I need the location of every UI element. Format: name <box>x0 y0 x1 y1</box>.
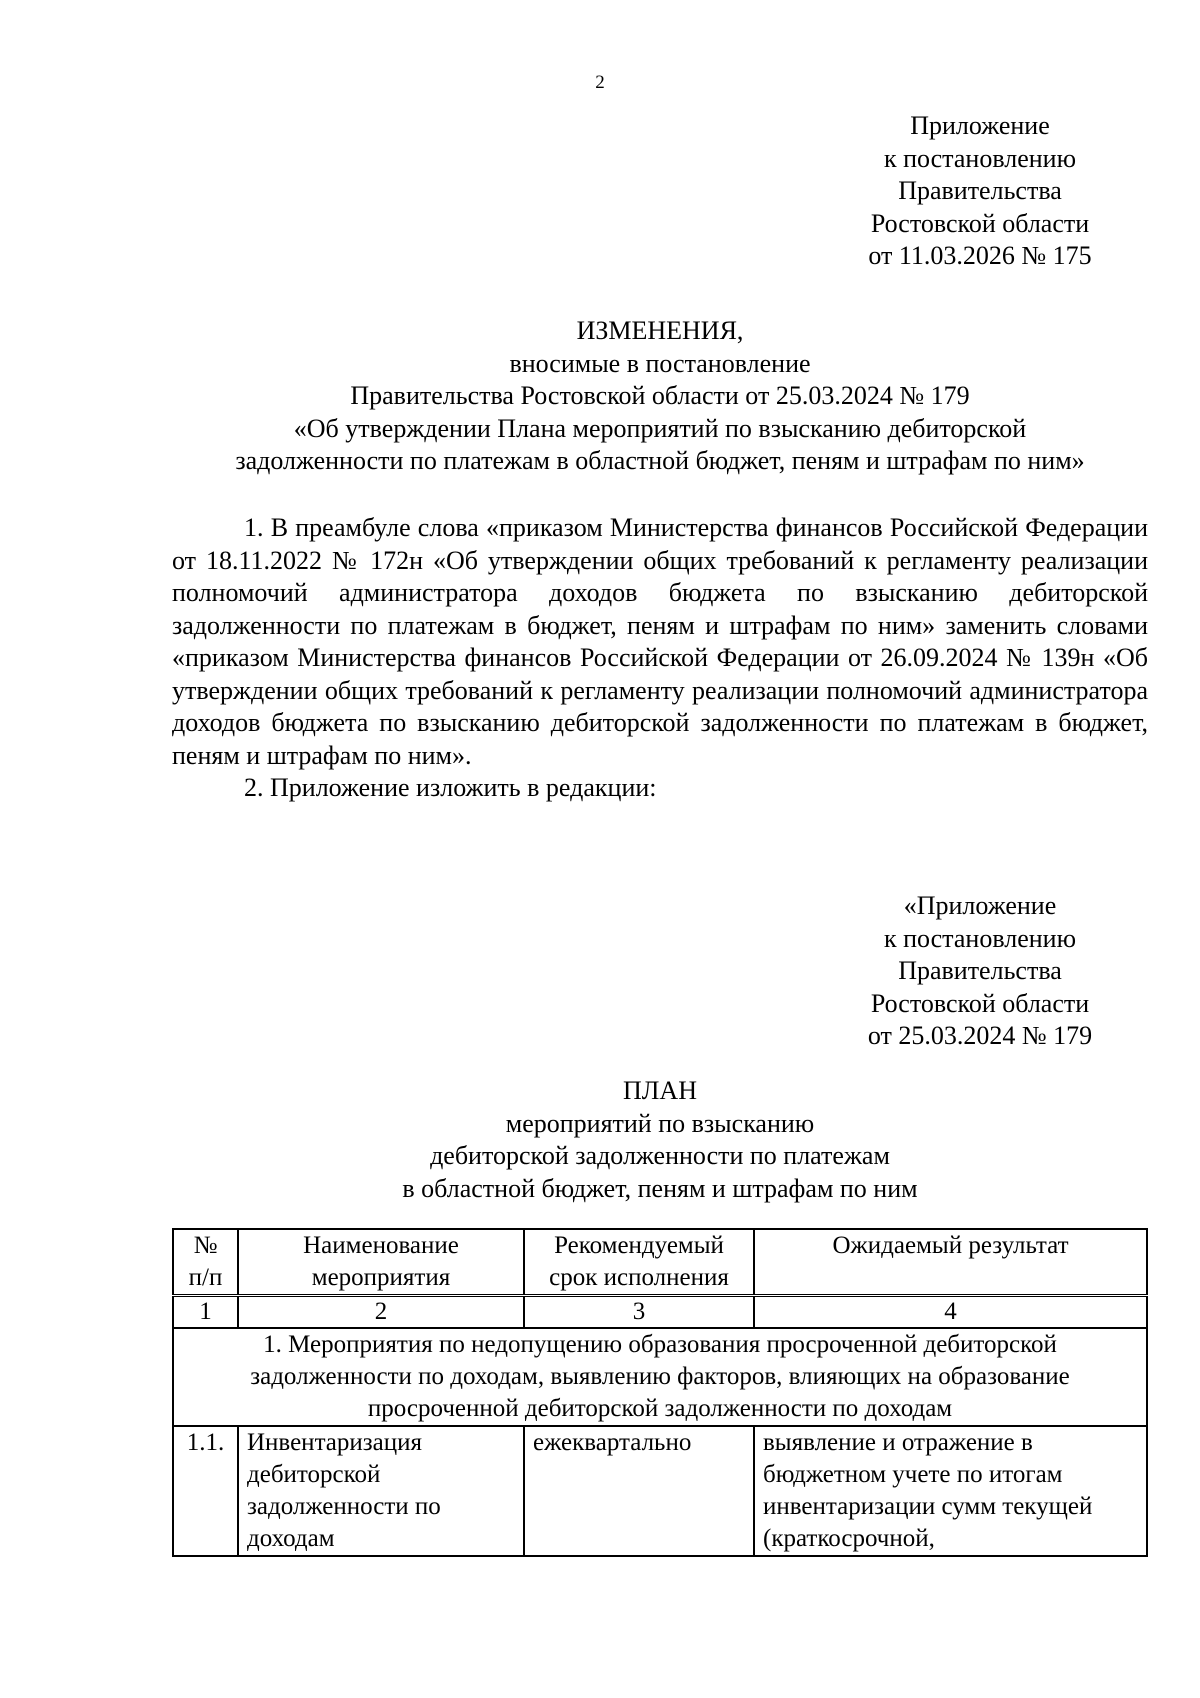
header-result: Ожидаемый результат <box>754 1229 1147 1296</box>
appendix-line: «Приложение <box>903 891 1057 920</box>
header-term: Рекомендуемый срок исполнения <box>524 1229 754 1296</box>
row-result: выявление и отражение в бюджетном учете по итогам инвентаризации сумм текущей (краткосрочной, <box>754 1426 1147 1556</box>
plan-line: дебиторской задолженности по платежам <box>430 1141 890 1170</box>
row-num: 1.1. <box>173 1426 238 1556</box>
appendix-line: Приложение <box>910 111 1050 140</box>
changes-heading: ИЗМЕНЕНИЯ, <box>576 316 744 345</box>
section-title: 1. Мероприятия по недопущению образования просроченной дебиторской задолженности по доходам, выявлению факторов, влияющих на образование просроченной дебиторской задолженности по доходам <box>173 1328 1147 1426</box>
paragraph-2: 2. Приложение изложить в редакции: <box>244 773 657 802</box>
body-text <box>172 512 1148 805</box>
page-number: 2 <box>595 72 605 93</box>
plan-title <box>160 1075 1160 1205</box>
header-name: Наименование мероприятия <box>238 1229 524 1296</box>
appendix-line: Правительства <box>898 956 1062 985</box>
appendix-inner <box>830 890 1130 1053</box>
column-number-row <box>173 1296 1147 1329</box>
appendix-line: от 25.03.2024 № 179 <box>867 1021 1093 1050</box>
appendix-line: к постановлению <box>883 143 1077 173</box>
appendix-line: Правительства <box>898 176 1062 205</box>
col-number: 4 <box>754 1296 1147 1329</box>
changes-line: вносимые в постановление <box>509 348 811 378</box>
appendix-line: Ростовской области <box>870 208 1090 238</box>
table-row <box>173 1426 1147 1556</box>
plan-line: в областной бюджет, пеням и штрафам по ним <box>402 1173 918 1203</box>
appendix-line: к постановлению <box>883 923 1077 953</box>
changes-line: Правительства Ростовской области от 25.03.2024 № 179 <box>350 381 970 410</box>
plan-table <box>172 1228 1148 1557</box>
appendix-line: Ростовской области <box>870 988 1090 1018</box>
table-header-row <box>173 1229 1147 1296</box>
plan-heading: ПЛАН <box>623 1076 697 1105</box>
row-name: Инвентаризация дебиторской задолженности по доходам <box>238 1426 524 1556</box>
appendix-line: от 11.03.2026 № 175 <box>868 241 1092 270</box>
changes-title <box>100 315 1200 478</box>
plan-line: мероприятий по взысканию <box>505 1108 815 1138</box>
header-num: № п/п <box>173 1229 238 1296</box>
appendix-header <box>830 110 1130 273</box>
col-number: 1 <box>173 1296 238 1329</box>
col-number: 2 <box>238 1296 524 1329</box>
col-number: 3 <box>524 1296 754 1329</box>
paragraph-1: 1. В преамбуле слова «приказом Министерства финансов Российской Федерации от 18.11.2022 № 172н «Об утверждении общих требований к регламенту реализации полномочий администратора доходов бюджета по взысканию дебиторской задолженности по платежам в бюджет, пеням и штрафам по ним» заменить словами «приказом Министерства финансов Российской Федерации от 26.09.2024 № 139н «Об утверждении общих требований к регламенту реализации полномочий администратора доходов бюджета по взысканию дебиторской задолженности по платежам в бюджет, пеням и штрафам по ним». <box>172 513 1148 770</box>
changes-line: задолженности по платежам в областной бюджет, пеням и штрафам по ним» <box>235 446 1085 475</box>
row-term: ежеквартально <box>524 1426 754 1556</box>
section-row <box>173 1328 1147 1426</box>
changes-line: «Об утверждении Плана мероприятий по взысканию дебиторской <box>293 413 1027 443</box>
